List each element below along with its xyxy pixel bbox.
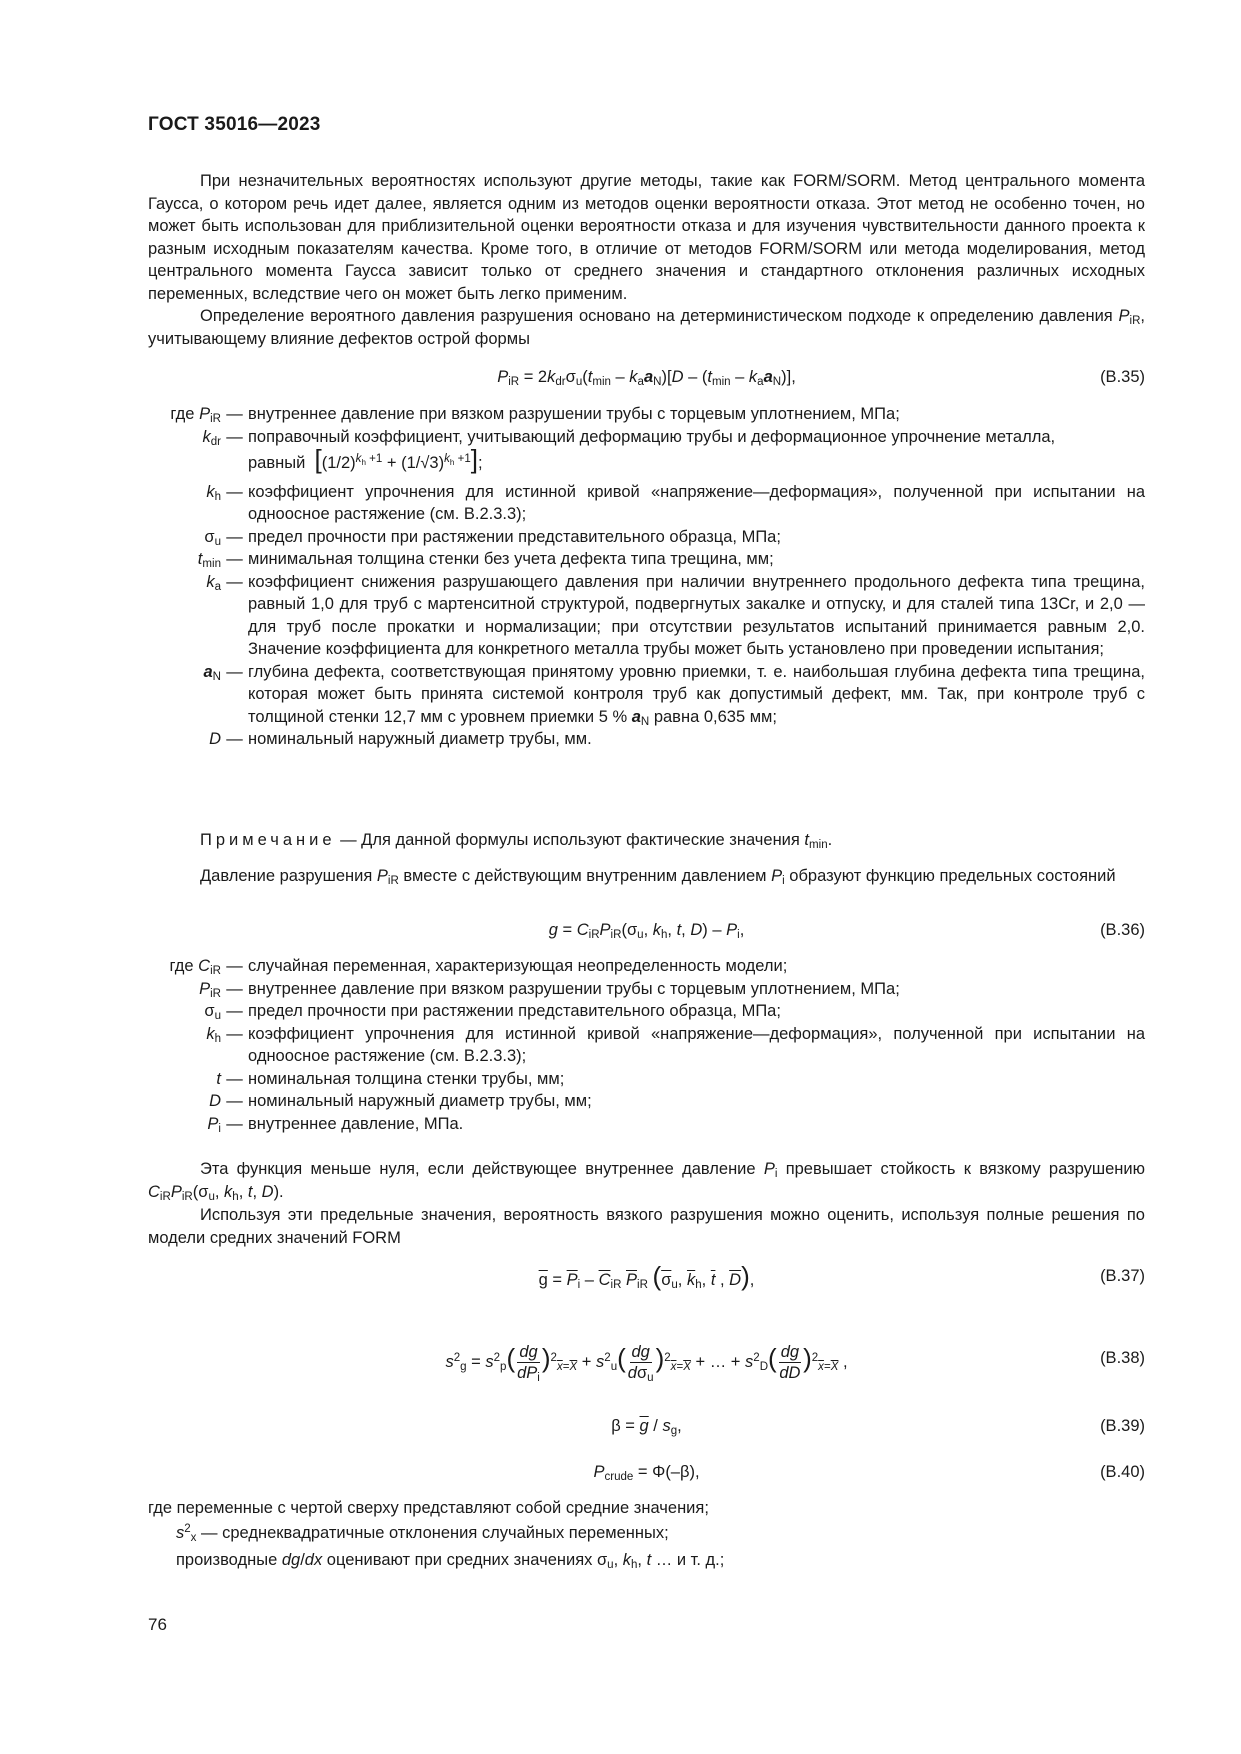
definition-item: $t_{min}$ — минимальная толщина стенки без учета дефекта типа трещина, мм; bbox=[197, 550, 774, 570]
note: Примечание — Для данной формулы используют фактические значения $t_{min}$. bbox=[200, 831, 833, 851]
definition-item: $k_h$ — коэффициент упрочнения для истинной кривой «напряжение—деформация», полученной при испытании на одноосное растяжение (см. В.2.3.3); bbox=[206, 482, 1145, 523]
paragraph-form: Используя эти предельные значения, вероятность вязкого разрушения можно оценить, используя полные решения по модели средних значений FORM bbox=[148, 1206, 1145, 1247]
paragraph-intro: При незначительных вероятностях используют другие методы, такие как FORM/SORM. Метод центрального момента Гаусса, о котором речь идет далее, является одним из методов оценки вероятности отказа. Этот метод не особенно точен, но может быть использован для приблизительной оценки вероятности отказа и для изучения чувствительности данного проекта к разным исходным показателям качества. Кроме того, в отличие от методов FORM/SORM или метода моделирования, метод центрального момента Гаусса зависит только от среднего значения и стандартного отклонения различных исходных переменных, вследствие чего он может быть легко применим. bbox=[148, 172, 1145, 303]
document-header: ГОСТ 35016—2023 bbox=[148, 114, 321, 135]
paragraph-function: Эта функция меньше нуля, если действующее внутреннее давление $P_i$ превышает стойкость к вязкому разрушению $C_{iR}P_{iR}(\sigma_u$, $k_h$, t, D). bbox=[148, 1160, 1145, 1203]
definition-item: D — номинальный наружный диаметр трубы, мм. bbox=[209, 730, 592, 748]
definition-item: $\sigma_u$ — предел прочности при растяжении представительного образца, МПа; bbox=[204, 527, 781, 548]
paragraph-limit-state: Давление разрушения $P_{iR}$ вместе с действующим внутренним давлением $P_i$ образуют функцию предельных состояний bbox=[200, 867, 1116, 887]
definition-item: D — номинальный наружный диаметр трубы, мм; bbox=[209, 1092, 592, 1110]
equation-b40: $P_{crude} = \Phi(-\beta)$, (В.40) bbox=[148, 1459, 1145, 1485]
definition-item: $P_{iR}$ — внутреннее давление при вязком разрушении трубы с торцевым уплотнением, МПа; bbox=[199, 979, 900, 1000]
definition-item: $\sigma_u$ — предел прочности при растяжении представительного образца, МПа; bbox=[204, 1002, 781, 1022]
equation-number: (В.40) bbox=[1100, 1463, 1145, 1481]
paragraph-sx: $s^2_x$ — среднеквадратичные отклонения случайных переменных; bbox=[176, 1523, 669, 1544]
paragraph-burst-pressure: Определение вероятного давления разрушения основано на детерминистическом подходе к определению давления $P_{iR}$, учитывающему влияние дефектов острой формы bbox=[148, 307, 1145, 348]
definition-item: $k_h$ — коэффициент упрочнения для истинной кривой «напряжение—деформация», полученной при испытании на одноосное растяжение (см. В.2.3.3); bbox=[206, 1024, 1145, 1065]
definition-item: t — номинальная толщина стенки трубы, мм; bbox=[216, 1069, 565, 1088]
definition-item: где $C_{iR}$ — случайная переменная, характеризующая неопределенность модели; bbox=[169, 957, 788, 977]
definitions-list-1 bbox=[148, 403, 1145, 751]
equation-number: (В.38) bbox=[1100, 1349, 1145, 1367]
definitions-list-2 bbox=[148, 955, 1145, 1135]
definition-item: $P_i$ — внутреннее давление, МПа. bbox=[207, 1114, 464, 1135]
definition-item: $k_{dr}$ — поправочный коэффициент, учитывающий деформацию трубы и деформационное упрочнение металла, равный $[(1/2)^{k_h +1} + (1/√3)^{k_h +1}]$; bbox=[202, 427, 1056, 474]
equation-number: (В.37) bbox=[1100, 1267, 1145, 1285]
page-number: 76 bbox=[148, 1615, 167, 1634]
paragraph-where-mean: где переменные с чертой сверху представляют собой средние значения; bbox=[148, 1499, 709, 1517]
equation-number: (В.35) bbox=[1100, 368, 1145, 386]
definition-item: $k_a$ — коэффициент снижения разрушающего давления при наличии внутреннего продольного дефекта типа трещина, равный 1,0 для труб с мартенситной структурой, подвергнутых закалке и отпуску, и для сталей типа 13Cr, и 2,0 — для труб после прокатки и нормализации; при отсутствии результатов испытаний принимается равным 2,0. Значение коэффициента для конкретного металла трубы может быть установлено при проведении испытания; bbox=[206, 572, 1145, 658]
equation-b37: $\overline{g} = \overline{P}_i - \overline{C}_{iR}$ $\overline{P}_{iR}$ ($\overline{\sigma}_u$, $\overline{k}_h$, $\overline{t}$ , $\overline{D}$), (В.37) bbox=[538, 1261, 1145, 1291]
equation-b35: $P_{iR} = 2k_{dr}\sigma_u(t_{min} - k_aa_N)[D - (t_{min} - k_aa_N)]$, (В.35) bbox=[148, 364, 1145, 390]
definition-item: где $P_{iR}$ — внутреннее давление при вязком разрушении трубы с торцевым уплотнением, МПа; bbox=[170, 405, 900, 425]
definition-item: $a_N$ — глубина дефекта, соответствующая принятому уровню приемки, т. е. наибольшая глубина дефекта типа трещина, которая может быть принята системой контроля труб как допустимый дефект, мм. Так, при контроле труб с толщиной стенки 12,7 мм с уровнем приемки 5 % $a_N$ равна 0,635 мм; bbox=[203, 662, 1145, 728]
equation-b36: $g = C_{iR}P_{iR}(\sigma_u$, $k_h$, t, $D) - P_i$, (В.36) bbox=[148, 917, 1145, 943]
equation-number: (В.36) bbox=[1100, 921, 1145, 939]
equation-b38: $s^2_g = s^2_p$( $\frac{dg}{dP_i}$ )$^2_{\overline{x}=\overline{X}} + s^2_u$( $\frac{dg}{d\sigma_u}$ )$^2_{\overline{x}=\overline{X}}$ + … + $s^2_D$( $\frac{dg}{dD}$ )$^2_{\overline{x}=\overline{X}}$ , (В.38) bbox=[445, 1343, 1145, 1385]
equation-b39: $\beta = \overline{g} / s_g$, (В.39) bbox=[148, 1413, 1145, 1439]
equation-number: (В.39) bbox=[1100, 1417, 1145, 1435]
paragraph-derivatives: производные dg/dx оценивают при средних значениях $\sigma_u$, $k_h$, t … и т. д.; bbox=[176, 1551, 725, 1571]
